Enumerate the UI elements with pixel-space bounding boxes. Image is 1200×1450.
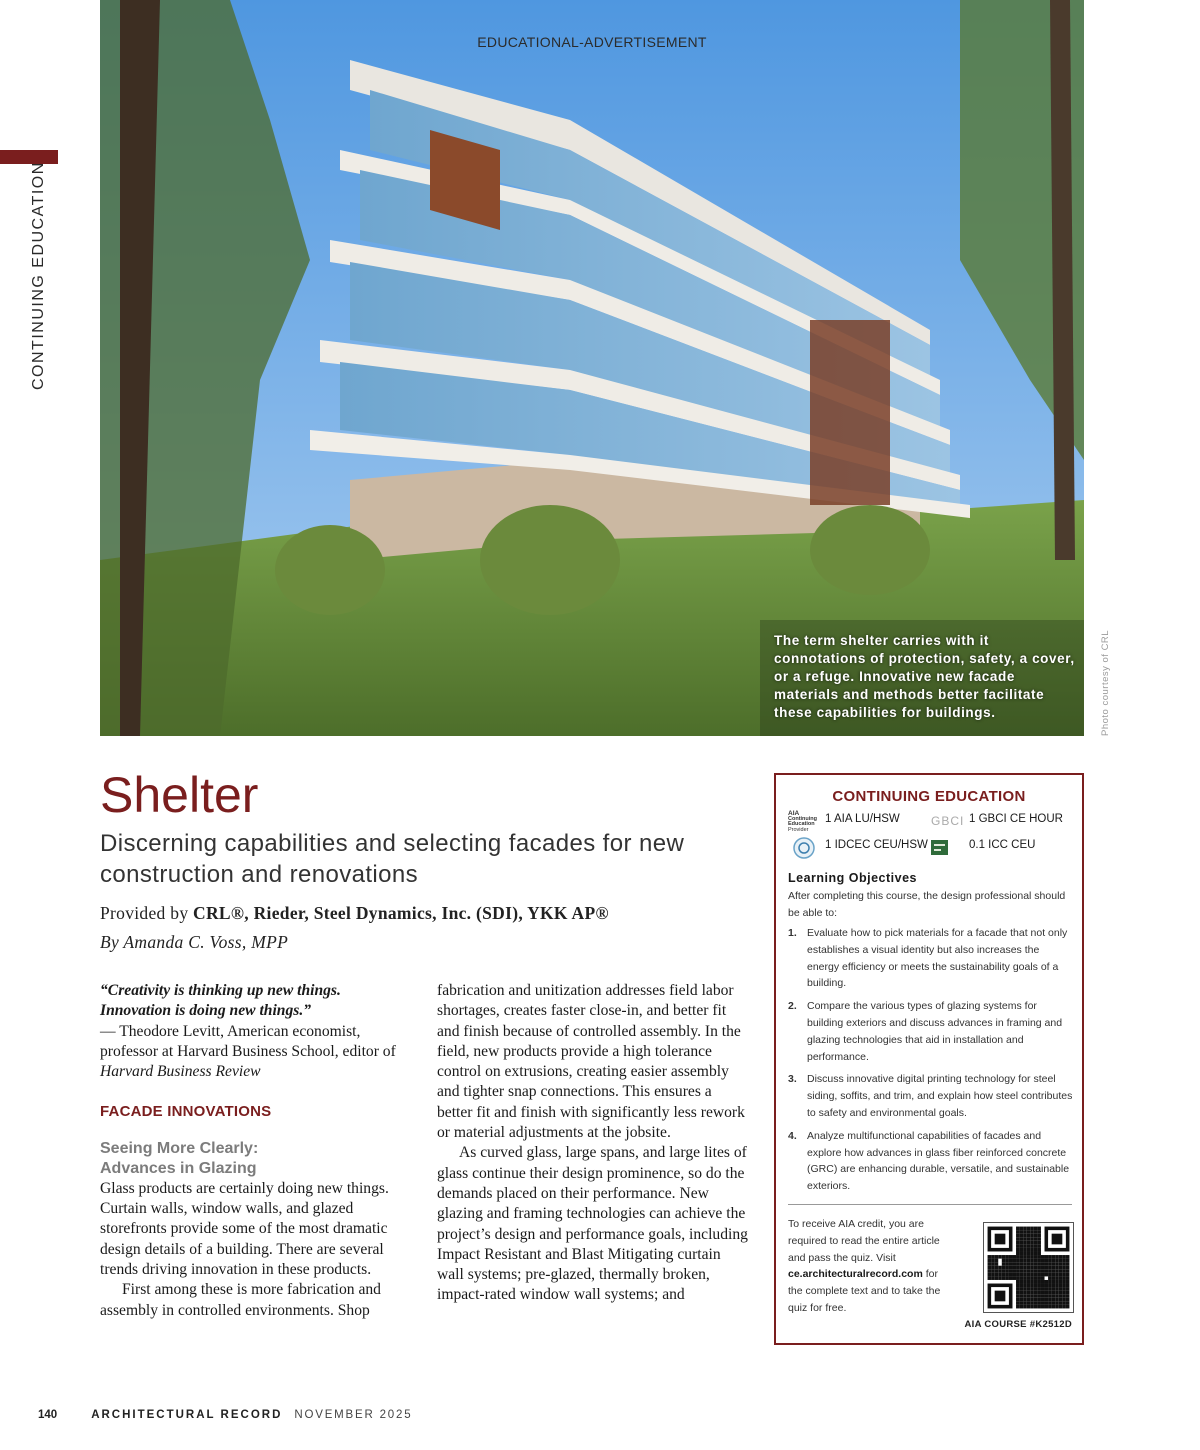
credit-gbci: 1 GBCI CE HOUR — [969, 813, 1063, 825]
section-tab-label: CONTINUING EDUCATION — [30, 161, 47, 390]
body-paragraph: First among these is more fabrication and assembly in controlled environments. Shop — [100, 1281, 381, 1319]
body-paragraph: fabrication and unitization addresses field labor shortages, creates faster close-in, and better fit and finish because of controlled assembly. In the field, new products provide a high tolerance control on extrusions, creating easier assembly and tighter snap connections. This ensures a better fit and finish with significantly less rework or material adjustments at the jobsite. — [437, 982, 745, 1142]
photo-caption: The term shelter carries with it connotations of protection, safety, a cover, or a refuge. Innovative new facade materials and methods better facilitate these capabilities for buildings. — [774, 633, 1075, 720]
objective-text: Analyze multifunctional capabilities of facades and explore how advances in glass fiber reinforced concrete (GRC) are enhancing durable, versatile, and sustainable exteriors. — [807, 1129, 1070, 1193]
qr-code[interactable] — [983, 1222, 1074, 1313]
objectives-intro: After completing this course, the design professional should be able to: — [788, 890, 1066, 919]
aia-credit-instructions — [788, 1216, 948, 1317]
sponsors-names: CRL®, Rieder, Steel Dynamics, Inc. (SDI), YKK AP® — [193, 903, 609, 923]
article-author: By Amanda C. Voss, MPP — [100, 932, 289, 952]
epigraph-quote: “Creativity is thinking up new things. Innovation is doing new things.” — [100, 982, 341, 1020]
attribution-publication: Harvard Business Review — [100, 1063, 261, 1081]
objective-text: Discuss innovative digital printing technology for steel siding, soffits, and trim, and explain how steel contributes to safety and environmental goals. — [807, 1073, 1073, 1119]
subheading-line-1: Seeing More Clearly: — [100, 1139, 259, 1157]
ce-box-heading: CONTINUING EDUCATION — [832, 788, 1026, 805]
objective-item — [788, 1071, 1073, 1121]
qr-code-icon — [984, 1223, 1073, 1312]
epigraph-attribution — [100, 1022, 412, 1083]
objective-text: Compare the various types of glazing systems for building exteriors and discuss advances in framing and glazing technologies that aid in installation and performance. — [807, 1000, 1063, 1063]
article-title: Shelter — [100, 767, 259, 823]
credit-aia: 1 AIA LU/HSW — [825, 813, 900, 825]
body-paragraph: As curved glass, large spans, and large lites of glass continue their design prominence, so do the demands placed on their performance. New glazing and framing technologies can achieve the project’s design and performance goals, including Impact Resistant and Blast Mitigating curtain wall systems; pre-glazed, thermally broken, impact-rated window wall systems; and — [437, 1144, 748, 1304]
gbci-logo: GBCI — [931, 814, 965, 828]
section-heading: FACADE INNOVATIONS — [100, 1103, 272, 1121]
divider — [788, 1204, 1072, 1205]
aia-provider-badge — [788, 811, 820, 833]
objective-number: 2. — [788, 1000, 797, 1013]
hero-illustration — [100, 0, 1084, 736]
advertisement-banner: EDUCATIONAL-ADVERTISEMENT — [477, 34, 707, 50]
magazine-name: ARCHITECTURAL RECORD — [91, 1409, 283, 1421]
sponsors-prefix: Provided by — [100, 903, 194, 923]
aia-course-number: AIA COURSE #K2512D — [964, 1319, 1072, 1330]
aia-badge-line: AIA — [788, 810, 800, 817]
body-paragraph: Glass products are certainly doing new things. Curtain walls, window walls, and glazed storefronts provide some of the most dramatic design details of a building. There are several trends driving innovation in these products. — [100, 1179, 389, 1278]
objective-text: Evaluate how to pick materials for a facade that not only establishes a visual identity but also increases the energy efficiency or meets the sustainability goals of a building. — [807, 927, 1068, 990]
article-subtitle: Discerning capabilities and selecting facades for new construction and renovations — [100, 830, 685, 888]
aia-text-outro: for the complete text and to take the quiz for free. — [788, 1268, 941, 1314]
idcec-logo-icon — [793, 837, 815, 859]
objectives-list — [788, 925, 1073, 1201]
aia-badge-line: Provider — [788, 826, 809, 833]
objective-number: 1. — [788, 927, 797, 939]
objectives-heading: Learning Objectives — [788, 871, 917, 885]
aia-badge-line: Continuing — [788, 815, 818, 822]
page-footer — [38, 1409, 412, 1421]
section-tab-bar — [0, 150, 58, 164]
body-column-2 — [437, 981, 749, 1306]
objective-number: 3. — [788, 1073, 797, 1086]
body-column-1 — [100, 981, 412, 1321]
subheading — [100, 1139, 412, 1179]
objective-item — [788, 1128, 1073, 1195]
photo-credit: Photo courtesy of CRL — [1100, 629, 1111, 736]
credit-idcec: 1 IDCEC CEU/HSW — [825, 839, 928, 851]
objective-number: 4. — [788, 1129, 797, 1142]
objective-item — [788, 925, 1073, 992]
objective-item — [788, 998, 1073, 1065]
credit-icc: 0.1 ICC CEU — [969, 839, 1036, 851]
quiz-link[interactable]: ce.architecturalrecord.com — [788, 1268, 923, 1281]
sponsors-line — [100, 903, 609, 924]
aia-text-intro: To receive AIA credit, you are required to read the entire article and pass the quiz. Visit — [788, 1218, 940, 1264]
page-number: 140 — [38, 1409, 58, 1421]
aia-badge-line: Education — [788, 821, 815, 828]
attribution-text: — Theodore Levitt, American economist, professor at Harvard Business School, editor of — [100, 1022, 396, 1060]
hero-photo — [100, 0, 1084, 736]
icc-logo-icon — [931, 840, 948, 855]
continuing-education-box — [774, 773, 1084, 1345]
subheading-line-2: Advances in Glazing — [100, 1159, 257, 1177]
issue-date: NOVEMBER 2025 — [294, 1409, 413, 1421]
